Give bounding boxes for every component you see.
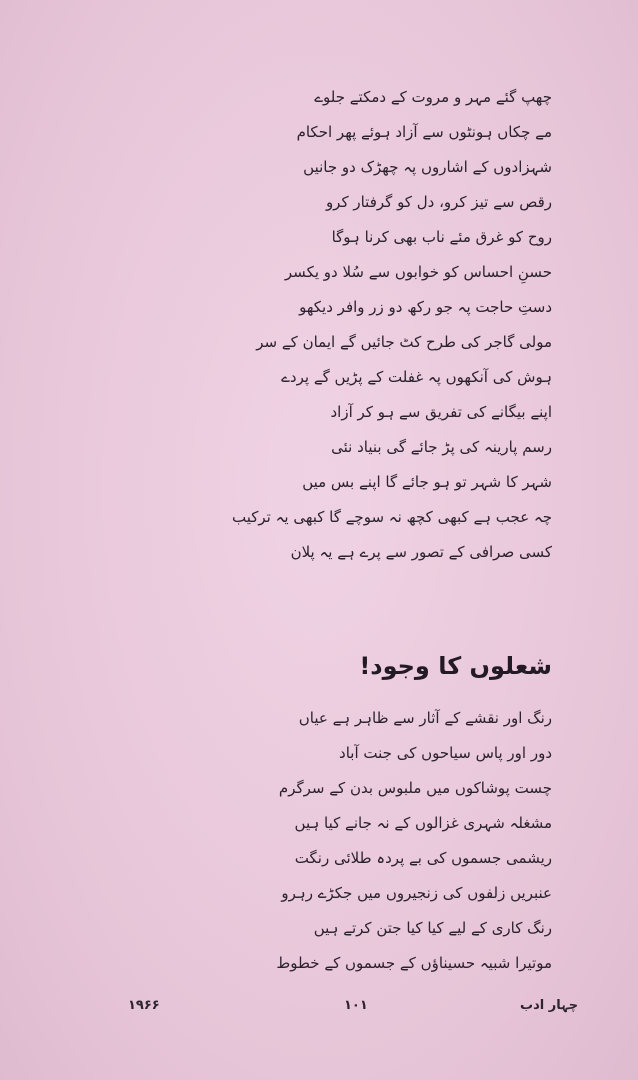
footer-page-number: ۱۰۱ — [344, 998, 368, 1013]
poem-line: رنگ کاری کے لیے کیا کیا جتن کرتے ہیں — [313, 919, 552, 937]
footer-year: ۱۹۶۶ — [128, 998, 160, 1013]
poem-line: مے چکاں ہونٹوں سے آزاد ہوئے پھر احکام — [296, 123, 552, 141]
footer-magazine-name: چہار ادب — [520, 998, 579, 1013]
poem-line: شہر کا شہر تو ہو جائے گا اپنے بس میں — [302, 473, 552, 491]
poem-line: ہوش کی آنکھوں پہ غفلت کے پڑیں گے پردے — [281, 368, 552, 386]
poem-line: شہزادوں کے اشاروں پہ چھڑک دو جانیں — [303, 158, 552, 176]
poem-line: اپنے بیگانے کی تفریق سے ہو کر آزاد — [330, 403, 552, 421]
poem-line: ریشمی جسموں کی بے پردہ طلائی رنگت — [294, 849, 552, 867]
poem-line: رسم پارینہ کی پڑ جائے گی بنیاد نئی — [331, 438, 552, 456]
poem-line: حسنِ احساس کو خوابوں سے سُلا دو یکسر — [284, 263, 552, 281]
poem-line: چھپ گئے مہر و مروت کے دمکتے جلوے — [314, 88, 552, 106]
poem-line: مشغلہ شہری غزالوں کے نہ جانے کیا ہیں — [294, 814, 552, 832]
poem-line: چہ عجب ہے کبھی کچھ نہ سوچے گا کبھی یہ ترکیب — [231, 508, 552, 526]
poem-line: دستِ حاجت پہ جو رکھ دو زر وافر دیکھو — [299, 298, 552, 316]
poem-heading: شعلوں کا وجود! — [359, 652, 552, 680]
poem-top — [226, 80, 552, 570]
poem-line: رقص سے تیز کرو، دل کو گرفتار کرو — [325, 193, 552, 211]
poem-line: کسی صرافی کے تصور سے پرے ہے یہ پلان — [290, 543, 552, 561]
poem-line: چست پوشاکوں میں ملبوس بدن کے سرگرم — [278, 779, 552, 797]
poem-line: دور اور پاس سیاحوں کی جنت آباد — [339, 744, 552, 762]
poem-line: موتیرا شبیہ حسیناؤں کے جسموں کے خطوط — [276, 954, 552, 972]
poem-line: عنبریں زلفوں کی زنجیروں میں جکڑے رہرو — [281, 884, 552, 902]
poem-bottom — [226, 701, 552, 981]
poem-line: روح کو غرق مئے ناب بھی کرنا ہوگا — [331, 228, 552, 246]
poem-line: رنگ اور نقشے کے آثار سے ظاہر ہے عیاں — [298, 709, 552, 727]
poem-line: مولی گاجر کی طرح کٹ جائیں گے ایمان کے سر — [256, 333, 552, 351]
